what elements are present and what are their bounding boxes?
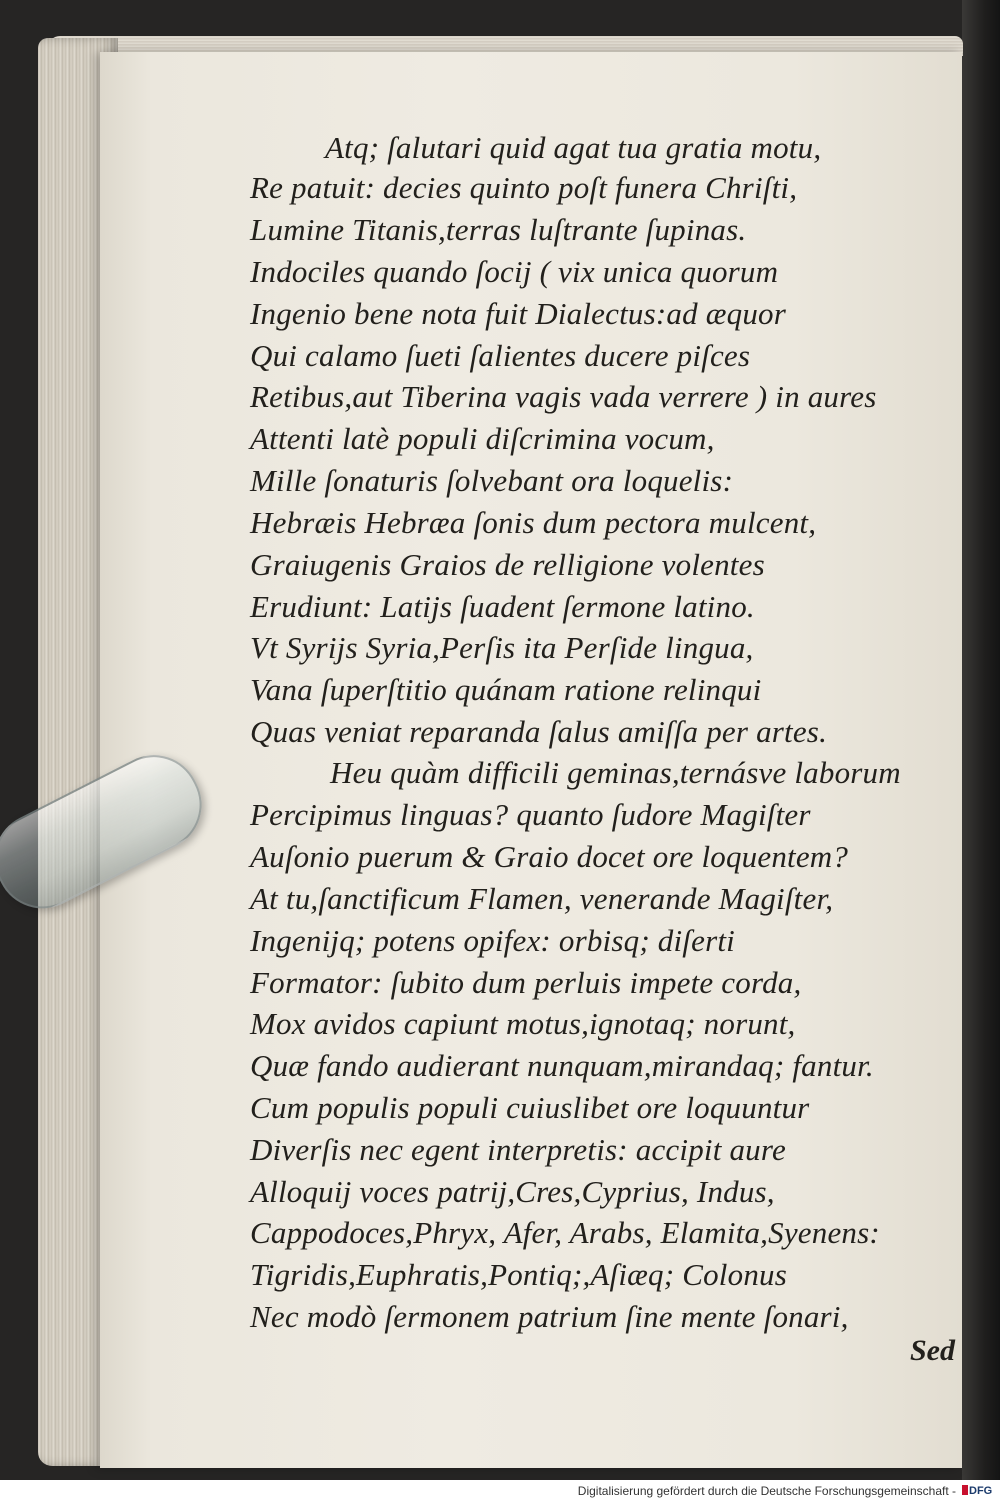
dfg-logo-icon: DFG bbox=[962, 1483, 994, 1499]
poem-line: Heu quàm difficili geminas,ternásve laborum bbox=[330, 755, 901, 790]
poem-line: Cum populis populi cuiuslibet ore loquuntur bbox=[250, 1090, 810, 1125]
poem-line: Erudiunt: Latijs ſuadent ſermone latino. bbox=[250, 589, 755, 624]
poem-line: Vana ſuperſtitio quánam ratione relinqui bbox=[250, 672, 762, 707]
poem-line: Mille ſonaturis ſolvebant ora loquelis: bbox=[250, 463, 734, 498]
poem-line: Percipimus linguas? quanto ſudore Magiſter bbox=[250, 797, 811, 832]
poem-text bbox=[100, 52, 962, 1468]
poem-line: Qui calamo ſueti ſalientes ducere piſces bbox=[250, 338, 751, 373]
poem-line: Nec modò ſermonem patrium ſine mente ſonari, bbox=[250, 1299, 849, 1334]
poem-line: Indociles quando ſocij ( vix unica quorum bbox=[250, 254, 779, 289]
poem-line: Ingenio bene nota fuit Dialectus:ad æquor bbox=[250, 296, 786, 331]
poem-line: Quas veniat reparanda ſalus amiſſa per artes. bbox=[250, 714, 828, 749]
poem-line: Cappodoces,Phryx, Afer, Arabs, Elamita,Syenens: bbox=[250, 1215, 880, 1250]
poem-line: Graiugenis Graios de relligione volentes bbox=[250, 547, 765, 582]
poem-line: Hebræis Hebræa ſonis dum pectora mulcent, bbox=[250, 505, 817, 540]
catchword: Sed bbox=[910, 1334, 955, 1367]
poem-line: Tigridis,Euphratis,Pontiq;,Aſiæq; Colonus bbox=[250, 1257, 787, 1292]
poem-line: Auſonio puerum & Graio docet ore loquentem? bbox=[250, 839, 849, 874]
poem-line: Mox avidos capiunt motus,ignotaq; norunt, bbox=[250, 1006, 796, 1041]
poem-line: Vt Syrijs Syria,Perſis ita Perſide lingua, bbox=[250, 630, 754, 665]
poem-line: Ingenijq; potens opifex: orbisq; diſerti bbox=[250, 923, 735, 958]
poem-line: At tu,ſanctificum Flamen, venerande Magiſter, bbox=[250, 881, 834, 916]
book-page bbox=[100, 52, 962, 1468]
funding-notice: Digitalisierung gefördert durch die Deutsche Forschungsgemeinschaft - bbox=[577, 1484, 956, 1498]
poem-line: Retibus,aut Tiberina vagis vada verrere ) in aures bbox=[250, 379, 877, 414]
poem-line: Re patuit: decies quinto poſt funera Chriſti, bbox=[250, 170, 798, 205]
poem-line: Attenti latè populi diſcrimina vocum, bbox=[250, 421, 715, 456]
poem-line: Diverſis nec egent interpretis: accipit aure bbox=[250, 1132, 786, 1167]
poem-line: Quæ fando audierant nunquam,mirandaq; fantur. bbox=[250, 1048, 874, 1083]
poem-line: Alloquij voces patrij,Cres,Cyprius, Indus, bbox=[250, 1174, 775, 1209]
scan-background-right bbox=[962, 0, 1000, 1480]
poem-line: Atq; ſalutari quid agat tua gratia motu, bbox=[325, 130, 822, 165]
poem-line: Lumine Titanis,terras luſtrante ſupinas. bbox=[250, 212, 747, 247]
poem-line: Formator: ſubito dum perluis impete corda, bbox=[250, 965, 802, 1000]
